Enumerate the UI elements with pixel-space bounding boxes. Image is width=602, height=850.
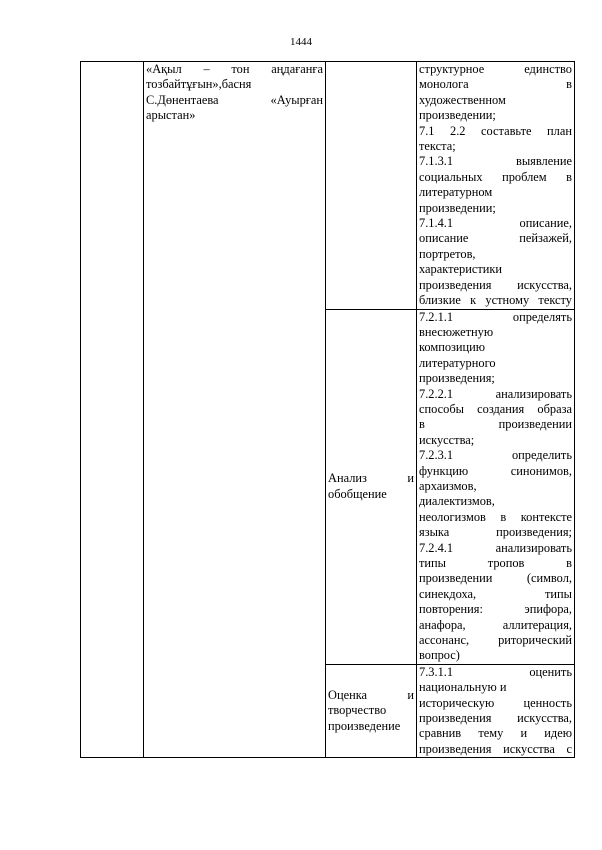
objective-line: произведения искусства,	[419, 277, 572, 292]
objective-line: произведения;	[419, 371, 495, 386]
page-number: 1444	[290, 36, 312, 48]
skill-line: творчество	[328, 703, 387, 718]
skill-line: Оценка и	[328, 687, 414, 702]
text-line: С.Дөнентаева «Ауырған	[146, 92, 323, 107]
objective-line: произведения искусства,	[419, 711, 572, 726]
skill-cell-empty	[326, 62, 417, 310]
objective-line: произведении (символ,	[419, 571, 572, 586]
objective-line: описание пейзажей,	[419, 231, 572, 246]
objective-line: портретов,	[419, 246, 476, 261]
objective-line: национальную и	[419, 680, 507, 695]
objective-line: литературном	[419, 185, 493, 200]
objective-line: 7.2.4.1 анализировать	[419, 540, 572, 555]
objective-line: произведении;	[419, 108, 496, 123]
objective-line: монолога в	[419, 77, 572, 92]
objective-line: близкие к устному тексту	[419, 293, 572, 308]
curriculum-table	[80, 61, 575, 758]
objectives-cell	[417, 62, 575, 310]
objective-line: внесюжетную	[419, 324, 494, 339]
objective-line: произведения искусства с	[419, 741, 572, 756]
objective-line: языка произведения;	[419, 525, 572, 540]
objective-line: композицию	[419, 340, 486, 355]
literary-texts-cell	[144, 62, 326, 758]
objectives-cell	[417, 309, 575, 664]
empty-cell	[81, 62, 144, 758]
objectives-cell	[417, 664, 575, 757]
objective-line: литературного	[419, 355, 496, 370]
objective-line: 7.3.1.1 оценить	[419, 664, 572, 679]
objective-line: характеристики	[419, 262, 503, 277]
objective-line: 7.2.3.1 определить	[419, 448, 572, 463]
objective-line: ассонанс, риторический	[419, 633, 572, 648]
objective-line: историческую ценность	[419, 695, 572, 710]
objective-line: искусства;	[419, 432, 475, 447]
text-line: тозбайтұғын»,басня	[146, 77, 252, 92]
objective-line: в произведении	[419, 417, 572, 432]
objective-line: 7.1.3.1 выявление	[419, 154, 572, 169]
skill-line: обобщение	[328, 486, 387, 501]
objective-line: вопрос)	[419, 648, 460, 663]
objective-line: 7.2.1.1 определять	[419, 309, 572, 324]
objective-line: синекдоха, типы	[419, 586, 572, 601]
objective-line: текста;	[419, 139, 456, 154]
objective-line: художественном	[419, 92, 506, 107]
objective-line: способы создания образа	[419, 401, 572, 416]
objective-line: социальных проблем в	[419, 169, 572, 184]
objective-line: структурное единство	[419, 62, 572, 76]
objective-line: диалектизмов,	[419, 494, 495, 509]
objective-line: архаизмов,	[419, 478, 477, 493]
text-line: «Ақыл – тон аңдағанға	[146, 62, 323, 76]
objective-line: повторения: эпифора,	[419, 602, 572, 617]
skill-line: произведение	[328, 718, 401, 733]
objective-line: произведении;	[419, 200, 496, 215]
objective-line: 7.1.4.1 описание,	[419, 216, 572, 231]
objective-line: 7.2.2.1 анализировать	[419, 386, 572, 401]
text-line: арыстан»	[146, 108, 196, 123]
table-row	[81, 62, 575, 310]
objective-line: анафора, аллитерация,	[419, 617, 572, 632]
skill-cell-analysis	[326, 309, 417, 664]
objective-line: сравнив тему и идею	[419, 726, 572, 741]
objective-line: функцию синонимов,	[419, 463, 572, 478]
skill-cell-evaluation	[326, 664, 417, 757]
objective-line: неологизмов в контексте	[419, 509, 572, 524]
skill-line: Анализ и	[328, 471, 414, 486]
objective-line: типы тропов в	[419, 556, 572, 570]
objective-line: 7.1 2.2 составьте план	[419, 123, 572, 138]
